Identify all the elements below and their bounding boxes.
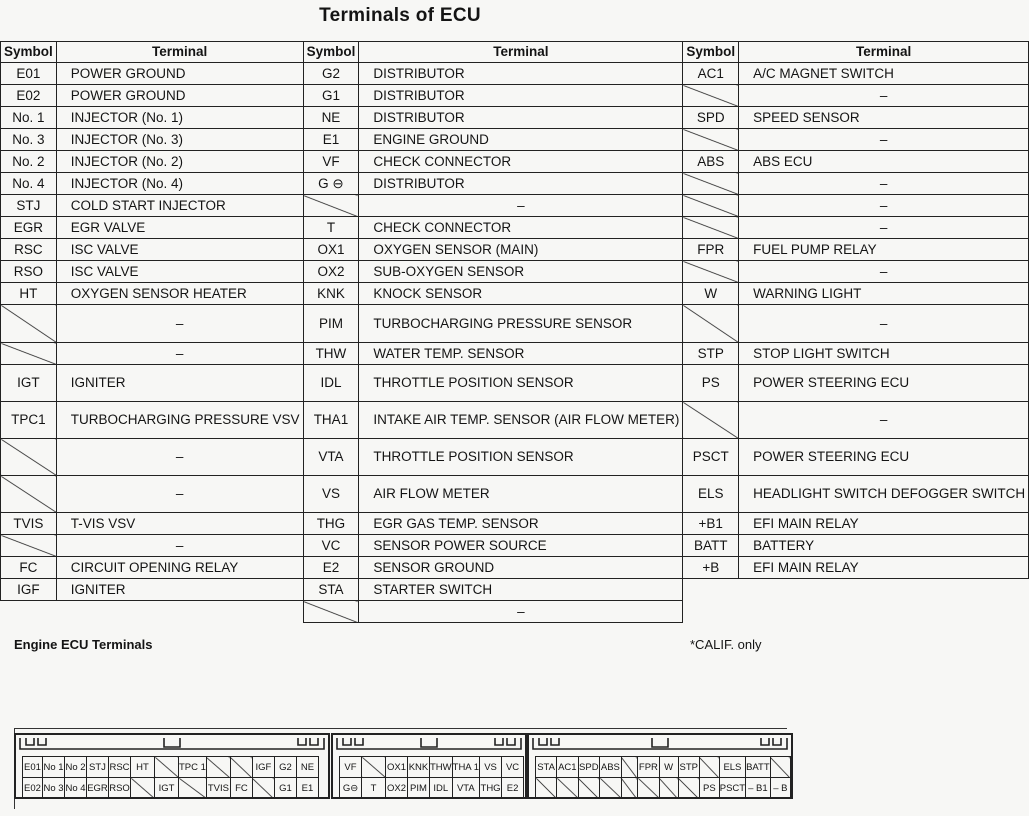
symbol-cell: HT [1, 283, 57, 305]
symbol-cell: OX2 [303, 261, 359, 283]
blank-symbol-cell [1, 476, 57, 513]
terminal-cell: ABS ECU [739, 151, 1029, 173]
terminal-cell: EFI MAIN RELAY [739, 513, 1029, 535]
terminal-cell: SUB-OXYGEN SENSOR [359, 261, 683, 283]
connector-pin: IGF [252, 757, 274, 778]
symbol-cell: TPC1 [1, 402, 57, 439]
symbol-cell: PSCT [683, 439, 739, 476]
terminal-cell: CHECK CONNECTOR [359, 217, 683, 239]
unused-pin [155, 757, 179, 778]
terminal-cell: WARNING LIGHT [739, 283, 1029, 305]
connector-pin: – B1 [746, 778, 771, 799]
connector-pin: G1 [274, 778, 296, 799]
terminal-cell: INJECTOR (No. 4) [56, 173, 303, 195]
connector-pin: THG [480, 778, 502, 799]
unused-pin [252, 778, 274, 799]
connector-pin: OX1 [386, 757, 408, 778]
connector-pin: HT [131, 757, 155, 778]
connector-pin: BATT [746, 757, 771, 778]
terminal-cell: – [739, 261, 1029, 283]
connector-pin: E1 [296, 778, 318, 799]
unused-pin [678, 778, 699, 799]
connector-pin: THW [430, 757, 453, 778]
table-row [1, 239, 1029, 261]
terminal-cell: HEADLIGHT SWITCH DEFOGGER SWITCH [739, 476, 1029, 513]
symbol-cell: BATT [683, 535, 739, 557]
symbol-cell: VTA [303, 439, 359, 476]
table-row [1, 63, 1029, 85]
connector-pin-grid [535, 756, 791, 799]
blank-symbol-cell [1, 439, 57, 476]
connector-pin: RSC [109, 757, 131, 778]
connector-pin: TPC 1 [179, 757, 207, 778]
terminal-cell: IGNITER [56, 365, 303, 402]
unused-pin [557, 778, 578, 799]
symbol-cell: PS [683, 365, 739, 402]
symbol-cell: IGF [1, 579, 57, 601]
table-row [1, 601, 1029, 623]
terminal-cell: EFI MAIN RELAY [739, 557, 1029, 579]
connector-pin: ABS [600, 757, 621, 778]
terminal-cell: INJECTOR (No. 3) [56, 129, 303, 151]
terminal-cell: A/C MAGNET SWITCH [739, 63, 1029, 85]
symbol-cell: STP [683, 343, 739, 365]
terminal-cell: STOP LIGHT SWITCH [739, 343, 1029, 365]
unused-pin [578, 778, 600, 799]
table-row [1, 107, 1029, 129]
symbol-cell: E2 [303, 557, 359, 579]
terminal-cell: SPEED SENSOR [739, 107, 1029, 129]
terminal-cell: T-VIS VSV [56, 513, 303, 535]
connector-pin: THA 1 [452, 757, 479, 778]
table-row [1, 151, 1029, 173]
terminal-cell: TURBOCHARGING PRESSURE SENSOR [359, 305, 683, 343]
blank-symbol-cell [683, 195, 739, 217]
terminal-cell: INJECTOR (No. 1) [56, 107, 303, 129]
connector-pin: No 1 [43, 757, 65, 778]
terminal-cell: INTAKE AIR TEMP. SENSOR (AIR FLOW METER) [359, 402, 683, 439]
symbol-cell: PIM [303, 305, 359, 343]
connector-pin: PSCT [719, 778, 745, 799]
symbol-cell: +B1 [683, 513, 739, 535]
symbol-cell: ABS [683, 151, 739, 173]
terminal-cell: THROTTLE POSITION SENSOR [359, 365, 683, 402]
unused-pin [362, 757, 386, 778]
header-terminal: Terminal [739, 42, 1029, 63]
symbol-cell: No. 1 [1, 107, 57, 129]
terminal-cell: POWER STEERING ECU [739, 439, 1029, 476]
table-header-row [1, 42, 1029, 63]
blank-symbol-cell [683, 305, 739, 343]
connector-pin: PIM [408, 778, 430, 799]
connector-pin: ELS [719, 757, 745, 778]
table-row [1, 535, 1029, 557]
terminal-cell: FUEL PUMP RELAY [739, 239, 1029, 261]
connector-pin: OX2 [386, 778, 408, 799]
terminals-table [0, 41, 1029, 623]
table-row [1, 439, 1029, 476]
symbol-cell: No. 3 [1, 129, 57, 151]
symbol-cell: E1 [303, 129, 359, 151]
blank-symbol-cell [683, 217, 739, 239]
unused-pin [131, 778, 155, 799]
table-row [1, 283, 1029, 305]
table-row [1, 402, 1029, 439]
terminal-cell: CHECK CONNECTOR [359, 151, 683, 173]
connector-pin: AC1 [557, 757, 578, 778]
table-row [1, 195, 1029, 217]
terminal-cell: POWER GROUND [56, 85, 303, 107]
table-row [1, 129, 1029, 151]
calif-only-note: *CALIF. only [690, 637, 762, 652]
unused-pin [621, 778, 638, 799]
symbol-cell: IGT [1, 365, 57, 402]
symbol-cell: G1 [303, 85, 359, 107]
connector-pin: G2 [274, 757, 296, 778]
connector-pin: VTA [452, 778, 479, 799]
terminal-cell: – [359, 195, 683, 217]
symbol-cell: THA1 [303, 402, 359, 439]
terminal-cell: CIRCUIT OPENING RELAY [56, 557, 303, 579]
blank-symbol-cell [303, 601, 359, 623]
table-row [1, 513, 1029, 535]
terminal-cell: WATER TEMP. SENSOR [359, 343, 683, 365]
connector-pin: KNK [408, 757, 430, 778]
connector-pin: STP [678, 757, 699, 778]
empty-cell [683, 601, 739, 623]
connector-pin: No 2 [65, 757, 87, 778]
symbol-cell: E01 [1, 63, 57, 85]
blank-symbol-cell [1, 535, 57, 557]
table-row [1, 217, 1029, 239]
unused-pin [600, 778, 621, 799]
connector-pin: STJ [87, 757, 109, 778]
terminal-cell: KNOCK SENSOR [359, 283, 683, 305]
header-symbol: Symbol [683, 42, 739, 63]
symbol-cell: STJ [1, 195, 57, 217]
terminal-cell: IGNITER [56, 579, 303, 601]
terminal-cell: – [56, 476, 303, 513]
connector-pin: W [659, 757, 678, 778]
blank-symbol-cell [683, 129, 739, 151]
blank-symbol-cell [683, 85, 739, 107]
symbol-cell: TVIS [1, 513, 57, 535]
symbol-cell: VS [303, 476, 359, 513]
connector-latch-icon [529, 735, 791, 755]
unused-pin [659, 778, 678, 799]
blank-symbol-cell [1, 343, 57, 365]
connector-pin: G⊖ [340, 778, 362, 799]
header-terminal: Terminal [359, 42, 683, 63]
symbol-cell: ELS [683, 476, 739, 513]
terminal-cell: BATTERY [739, 535, 1029, 557]
unused-pin [699, 757, 719, 778]
unused-pin [179, 778, 207, 799]
terminal-cell: INJECTOR (No. 2) [56, 151, 303, 173]
connector-pin: NE [296, 757, 318, 778]
terminal-cell: ISC VALVE [56, 261, 303, 283]
connector-latch-icon [16, 735, 328, 755]
header-symbol: Symbol [1, 42, 57, 63]
table-row [1, 365, 1029, 402]
connector-pin-grid [339, 756, 524, 799]
connector-pin: VS [480, 757, 502, 778]
ecu-connector [14, 733, 330, 799]
terminal-cell: OXYGEN SENSOR HEATER [56, 283, 303, 305]
empty-cell [683, 579, 739, 601]
unused-pin [638, 778, 659, 799]
connector-pin: FC [230, 778, 252, 799]
header-symbol: Symbol [303, 42, 359, 63]
empty-cell [739, 579, 1029, 601]
table-row [1, 305, 1029, 343]
symbol-cell: No. 4 [1, 173, 57, 195]
terminal-cell: EGR GAS TEMP. SENSOR [359, 513, 683, 535]
connector-pin: T [362, 778, 386, 799]
engine-ecu-terminals-label: Engine ECU Terminals [14, 637, 153, 652]
symbol-cell: E02 [1, 85, 57, 107]
empty-cell [739, 601, 1029, 623]
terminal-cell: DISTRIBUTOR [359, 107, 683, 129]
connector-pin: FPR [638, 757, 659, 778]
connector-pin: EGR [87, 778, 109, 799]
table-row [1, 261, 1029, 283]
connector-pin: IDL [430, 778, 453, 799]
symbol-cell: OX1 [303, 239, 359, 261]
table-row [1, 476, 1029, 513]
terminal-cell: THROTTLE POSITION SENSOR [359, 439, 683, 476]
symbol-cell: G2 [303, 63, 359, 85]
header-terminal: Terminal [56, 42, 303, 63]
terminal-cell: – [739, 305, 1029, 343]
symbol-cell: T [303, 217, 359, 239]
symbol-cell: G ⊖ [303, 173, 359, 195]
table-row [1, 343, 1029, 365]
ecu-connector [527, 733, 793, 799]
blank-symbol-cell [303, 195, 359, 217]
empty-cell [56, 601, 303, 623]
table-row [1, 579, 1029, 601]
terminal-cell: – [739, 402, 1029, 439]
terminal-cell: – [56, 343, 303, 365]
terminal-cell: – [739, 217, 1029, 239]
unused-pin [206, 757, 230, 778]
terminal-cell: POWER GROUND [56, 63, 303, 85]
terminal-cell: POWER STEERING ECU [739, 365, 1029, 402]
symbol-cell: +B [683, 557, 739, 579]
blank-symbol-cell [683, 173, 739, 195]
connector-pin: No 4 [65, 778, 87, 799]
terminal-cell: OXYGEN SENSOR (MAIN) [359, 239, 683, 261]
terminal-cell: DISTRIBUTOR [359, 173, 683, 195]
connector-pin: TVIS [206, 778, 230, 799]
symbol-cell: FPR [683, 239, 739, 261]
page-title: Terminals of ECU [319, 5, 481, 26]
symbol-cell: THG [303, 513, 359, 535]
blank-symbol-cell [683, 402, 739, 439]
terminal-cell: COLD START INJECTOR [56, 195, 303, 217]
symbol-cell: KNK [303, 283, 359, 305]
terminal-cell: – [56, 305, 303, 343]
symbol-cell: FC [1, 557, 57, 579]
terminal-cell: EGR VALVE [56, 217, 303, 239]
terminal-cell: – [359, 601, 683, 623]
ecu-connector [331, 733, 527, 799]
terminal-cell: SENSOR GROUND [359, 557, 683, 579]
connector-latch-icon [333, 735, 525, 755]
terminal-cell: – [56, 439, 303, 476]
connector-pin: No 3 [43, 778, 65, 799]
connector-pin: E2 [502, 778, 524, 799]
connector-pin: RSO [109, 778, 131, 799]
terminal-cell: AIR FLOW METER [359, 476, 683, 513]
terminal-cell: STARTER SWITCH [359, 579, 683, 601]
terminal-cell: ISC VALVE [56, 239, 303, 261]
connector-pin: E01 [23, 757, 43, 778]
connector-pin: STA [536, 757, 557, 778]
symbol-cell: STA [303, 579, 359, 601]
symbol-cell: VF [303, 151, 359, 173]
symbol-cell: VC [303, 535, 359, 557]
terminal-cell: – [739, 173, 1029, 195]
terminal-cell: – [739, 195, 1029, 217]
unused-pin [536, 778, 557, 799]
terminal-cell: – [739, 129, 1029, 151]
unused-pin [770, 757, 790, 778]
connector-pin: VF [340, 757, 362, 778]
blank-symbol-cell [683, 261, 739, 283]
connector-pin: – B [770, 778, 790, 799]
symbol-cell: EGR [1, 217, 57, 239]
connector-pin-grid [22, 756, 319, 799]
terminal-cell: ENGINE GROUND [359, 129, 683, 151]
terminal-cell: SENSOR POWER SOURCE [359, 535, 683, 557]
blank-symbol-cell [1, 305, 57, 343]
empty-cell [1, 601, 57, 623]
connector-pin: IGT [155, 778, 179, 799]
symbol-cell: RSO [1, 261, 57, 283]
terminal-cell: DISTRIBUTOR [359, 63, 683, 85]
table-row [1, 173, 1029, 195]
terminal-cell: – [56, 535, 303, 557]
unused-pin [230, 757, 252, 778]
symbol-cell: NE [303, 107, 359, 129]
symbol-cell: No. 2 [1, 151, 57, 173]
connector-pin: VC [502, 757, 524, 778]
terminal-cell: DISTRIBUTOR [359, 85, 683, 107]
table-row [1, 85, 1029, 107]
symbol-cell: THW [303, 343, 359, 365]
symbol-cell: W [683, 283, 739, 305]
table-row [1, 557, 1029, 579]
symbol-cell: AC1 [683, 63, 739, 85]
unused-pin [621, 757, 638, 778]
symbol-cell: RSC [1, 239, 57, 261]
terminal-cell: TURBOCHARGING PRESSURE VSV [56, 402, 303, 439]
symbol-cell: SPD [683, 107, 739, 129]
connector-pin: SPD [578, 757, 600, 778]
symbol-cell: IDL [303, 365, 359, 402]
terminal-cell: – [739, 85, 1029, 107]
connector-pin: E02 [23, 778, 43, 799]
connector-pin: PS [699, 778, 719, 799]
